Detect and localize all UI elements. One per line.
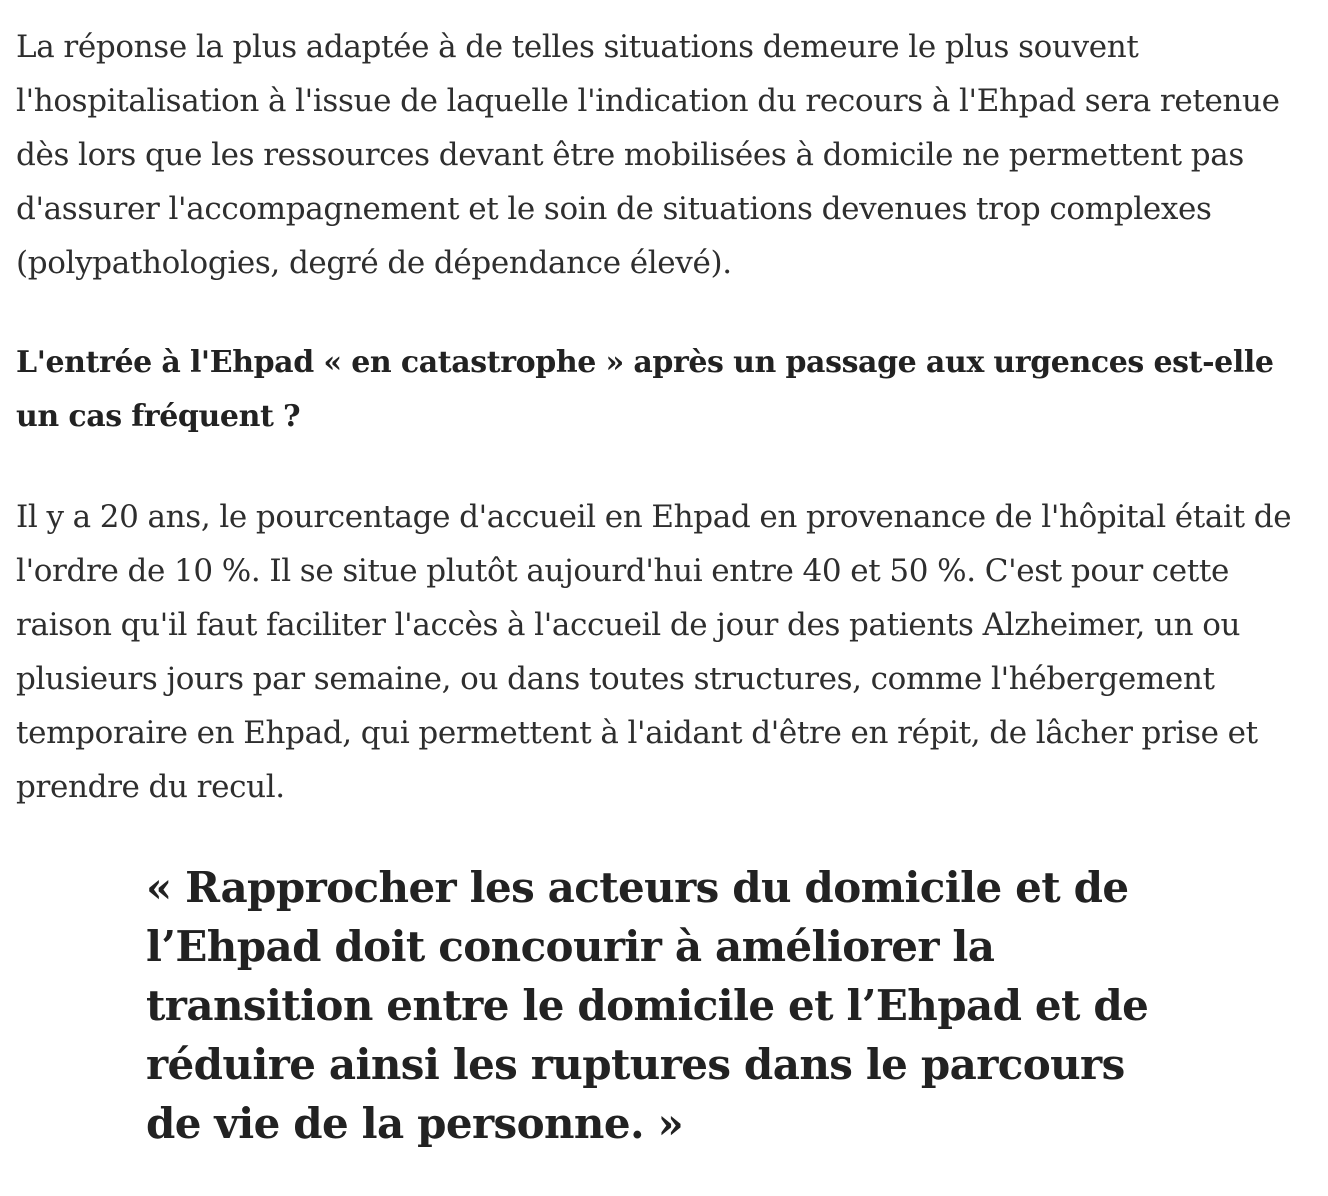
pull-quote: « Rapprocher les acteurs du domicile et de l’Ehpad doit concourir à améliorer la transition entre le domicile et l’Ehpad et de réduire ainsi les ruptures dans le parcours de vie de la personne. » xyxy=(146,863,1149,1148)
interview-question: L'entrée à l'Ehpad « en catastrophe » après un passage aux urgences est-elle un cas fréquent ? xyxy=(16,345,1274,434)
article-body xyxy=(16,20,1316,814)
paragraph-statistics: Il y a 20 ans, le pourcentage d'accueil en Ehpad en provenance de l'hôpital était de l'ordre de 10 %. Il se situe plutôt aujourd'hui entre 40 et 50 %. C'est pour cette raison qu'il faut faciliter l'accès à l'accueil de jour des patients Alzheimer, un ou plusieurs jours par semaine, ou dans toutes structures, comme l'hébergement temporaire en Ehpad, qui permettent à l'aidant d'être en répit, de lâcher prise et prendre du recul. xyxy=(16,499,1292,805)
paragraph-hospitalisation: La réponse la plus adaptée à de telles situations demeure le plus souvent l'hospitalisation à l'issue de laquelle l'indication du recours à l'Ehpad sera retenue dès lors que les ressources devant être mobilisées à domicile ne permettent pas d'assurer l'accompagnement et le soin de situations devenues trop complexes (polypathologies, degré de dépendance élevé). xyxy=(16,29,1280,281)
